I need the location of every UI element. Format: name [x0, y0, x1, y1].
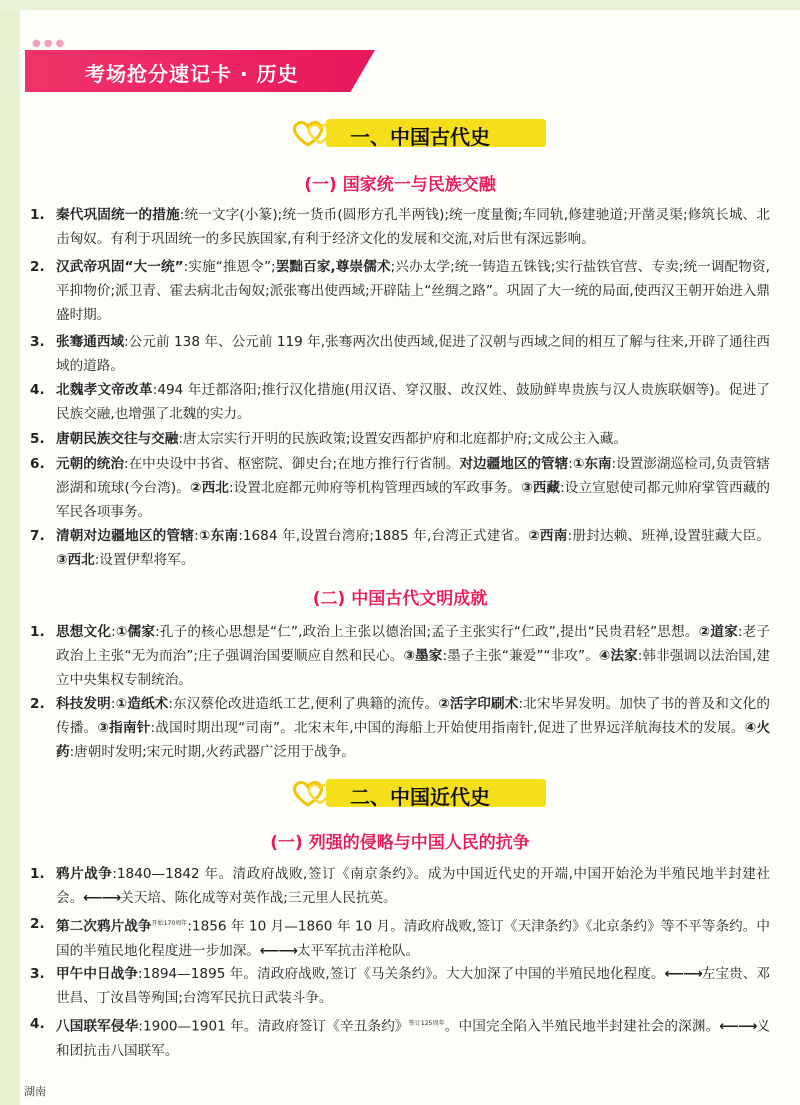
item-keyword: ①东南	[572, 456, 612, 472]
footer-region: 湖南	[24, 1085, 46, 1098]
item-number: 2.	[30, 259, 45, 275]
item-number: 4.	[30, 1016, 45, 1032]
item-text: :	[568, 456, 573, 472]
item-text: :设置北庭都元帅府等机构管理西域的军政事务。	[228, 480, 522, 496]
section-title: 二、中国近代史	[350, 785, 490, 809]
item-keyword: 思想文化	[56, 624, 112, 640]
item-text: :公元前 138 年、公元前 119 年,张骞两次出使西域,促进了汉朝与西域之间的相互了解与往来,开辟了通往西域的道路。	[56, 334, 770, 374]
list-item	[30, 427, 770, 451]
item-keyword: 八国联军侵华	[56, 1018, 139, 1035]
item-keyword: ③指南针	[97, 720, 151, 736]
item-text: :设置伊犁将军。	[94, 552, 195, 568]
item-text: :494 年迁都洛阳;推行汉化措施(用汉语、穿汉服、改汉姓、鼓励鲜卑贵族与汉人贵族联姻等)。促进了民族交融,也增强了北魏的实力。	[56, 382, 771, 422]
item-number: 1.	[30, 866, 45, 882]
item-keyword: 清朝对边疆地区的管辖	[56, 528, 195, 544]
item-text: 太平军抗击洋枪队。	[296, 942, 420, 959]
item-text: :孔子的核心思想是“仁”,政治上主张以德治国;孟子主张实行“仁政”,提出“民贵君轻”思想。	[155, 624, 699, 640]
item-keyword: 北魏孝文帝改革	[56, 382, 153, 398]
item-number: 6.	[30, 456, 45, 472]
item-number: 7.	[30, 528, 45, 544]
item-text: :东汉蔡伦改进造纸工艺,便利了典籍的流传。	[168, 696, 439, 712]
item-number: 1.	[30, 207, 45, 223]
item-text: :册封达赖、班禅,设置驻藏大臣。	[567, 528, 771, 544]
item-text: :战国时期出现“司南”。北宋末年,中国的海船上开始使用指南针,促进了世界远洋航海技术的发展。	[150, 720, 745, 736]
item-keyword: 元朝的统治	[56, 456, 124, 472]
banner-title: 考场抢分速记卡 · 历史	[85, 62, 299, 86]
item-number: 2.	[30, 916, 45, 932]
item-keyword: ②活字印刷术	[438, 696, 519, 712]
item-keyword: 张骞通西域	[56, 334, 125, 350]
item-text: :老子政治上主张“无为而治”;庄子强调治国要顺应自然和民心。	[56, 624, 770, 664]
item-number: 2.	[30, 696, 45, 712]
item-text: :1900—1901 年。清政府签订《辛丑条约》	[138, 1018, 409, 1035]
subheading-invasion: (一) 列强的侵略与中国人民的抗争	[270, 833, 530, 853]
item-keyword: 第二次鸦片战争	[56, 918, 152, 935]
double-arrow-icon: ⟵⟶	[719, 1018, 757, 1035]
section-title: 一、中国古代史	[350, 125, 490, 149]
item-keyword: ③西北	[56, 552, 95, 568]
double-arrow-icon: ⟵⟶	[83, 890, 121, 906]
list-item	[30, 378, 770, 426]
item-text: :唐朝时发明;宋元时期,火药武器广泛用于战争。	[69, 744, 355, 760]
subheading-unity: (一) 国家统一与民族交融	[304, 175, 496, 195]
item-number: 5.	[30, 431, 45, 447]
item-text: :墨子主张“兼爱”“非攻”。	[442, 648, 599, 664]
list-item	[30, 203, 770, 251]
item-keyword: 鸦片战争	[56, 866, 113, 882]
subheading-civilization: (二) 中国古代文明成就	[312, 589, 488, 609]
list-item	[30, 692, 770, 764]
item-text: ;兴办太学;统一铸造五铢钱;实行盐铁官营、专卖;统一调配物资,平抑物价;派卫青、霍去病北击匈奴;派张骞出使西域;开辟陆上“丝绸之路”。巩固了大一统的局面,使西汉王朝开始进入鼎盛时期。	[56, 259, 770, 323]
item-keyword: ②道家	[698, 624, 738, 640]
item-number: 4.	[30, 382, 45, 398]
item-keyword: 秦代巩固统一的措施	[56, 207, 180, 223]
item-keyword: ①儒家	[115, 624, 156, 640]
item-text: :在中央设中书省、枢密院、御史台;在地方推行行省制。	[123, 456, 460, 472]
anniversary-note: 开始170周年	[151, 920, 188, 927]
item-text: :韩非强调以法治国,建立中央集权专制统治。	[56, 648, 771, 688]
item-number: 3.	[30, 334, 45, 350]
item-keyword: 科技发明	[56, 696, 111, 712]
item-text: :1684 年,设置台湾府;1885 年,台湾正式建省。	[238, 528, 529, 544]
item-text: 义和团抗击八国联军。	[56, 1018, 771, 1059]
item-text: :实施“推恩令”;	[183, 259, 276, 275]
list-item	[30, 962, 770, 1010]
item-text: 左宝贵、邓世昌、丁汝昌等殉国;台湾军民抗日武装斗争。	[56, 966, 770, 1006]
double-arrow-icon: ⟵⟶	[259, 942, 297, 959]
list-item	[30, 620, 770, 692]
item-keyword: ④法家	[598, 648, 638, 664]
item-text: :	[110, 696, 116, 712]
list-item	[30, 524, 770, 572]
item-keyword: 汉武帝巩固“大一统”	[56, 259, 184, 275]
item-number: 3.	[30, 966, 45, 982]
item-text: :1894—1895 年。清政府战败,签订《马关条约》。大大加深了中国的半殖民地化程度。	[138, 966, 665, 982]
list-item	[30, 1012, 770, 1063]
item-text: :1840—1842 年。清政府战败,签订《南京条约》。成为中国近代史的开端,中国开始沦为半殖民地半封建社会。	[56, 866, 771, 906]
item-text: :设置澎湖巡检司,负责管辖澎湖和琉球(今台湾)。	[56, 456, 771, 496]
item-text: :北宋毕昇发明。加快了书的普及和文化的传播。	[56, 696, 770, 736]
item-keyword: ③西藏	[521, 480, 561, 496]
item-keyword: ④火药	[56, 720, 770, 760]
list-item	[30, 862, 770, 910]
banner-dots: ●●●	[32, 38, 68, 49]
item-keyword: ①造纸术	[115, 696, 169, 712]
anniversary-note: 签订125周年	[408, 1020, 445, 1027]
item-keyword: ②西南	[528, 528, 568, 544]
item-number: 1.	[30, 624, 45, 640]
list-item	[30, 452, 770, 524]
double-arrow-icon: ⟵⟶	[664, 966, 702, 982]
item-text: :设立宣慰使司都元帅府掌管西藏的军民各项事务。	[56, 480, 770, 520]
item-keyword: 罢黜百家,尊崇儒术	[275, 259, 391, 275]
list-item	[30, 330, 770, 378]
item-keyword: ③墨家	[403, 648, 443, 664]
item-text: :	[194, 528, 199, 544]
item-text: 关天培、陈化成等对英作战;三元里人民抗英。	[120, 890, 397, 906]
item-text: :	[111, 624, 116, 640]
item-keyword: ①东南	[198, 528, 239, 544]
item-text: 。中国完全陷入半殖民地半封建社会的深渊。	[444, 1018, 720, 1035]
list-item	[30, 255, 770, 327]
list-item	[30, 912, 770, 963]
item-keyword: 甲午中日战争	[56, 966, 138, 982]
item-keyword: ②西北	[189, 480, 229, 496]
item-keyword: 唐朝民族交往与交融	[56, 431, 179, 447]
item-text: :唐太宗实行开明的民族政策;设置安西都护府和北庭都护府;文成公主入藏。	[178, 431, 628, 447]
item-text: :统一文字(小篆);统一货币(圆形方孔半两钱);统一度量衡;车同轨,修建驰道;开凿灵渠;修筑长城、北击匈奴。有利于巩固统一的多民族国家,有利于经济文化的发展和交流,对后世有深远影响。	[56, 207, 771, 247]
item-keyword: 对边疆地区的管辖	[459, 456, 569, 472]
item-text: :1856 年 10 月—1860 年 10 月。清政府战败,签订《天津条约》《北京条约》等不平等条约。中国的半殖民地化程度进一步加深。	[56, 918, 771, 959]
